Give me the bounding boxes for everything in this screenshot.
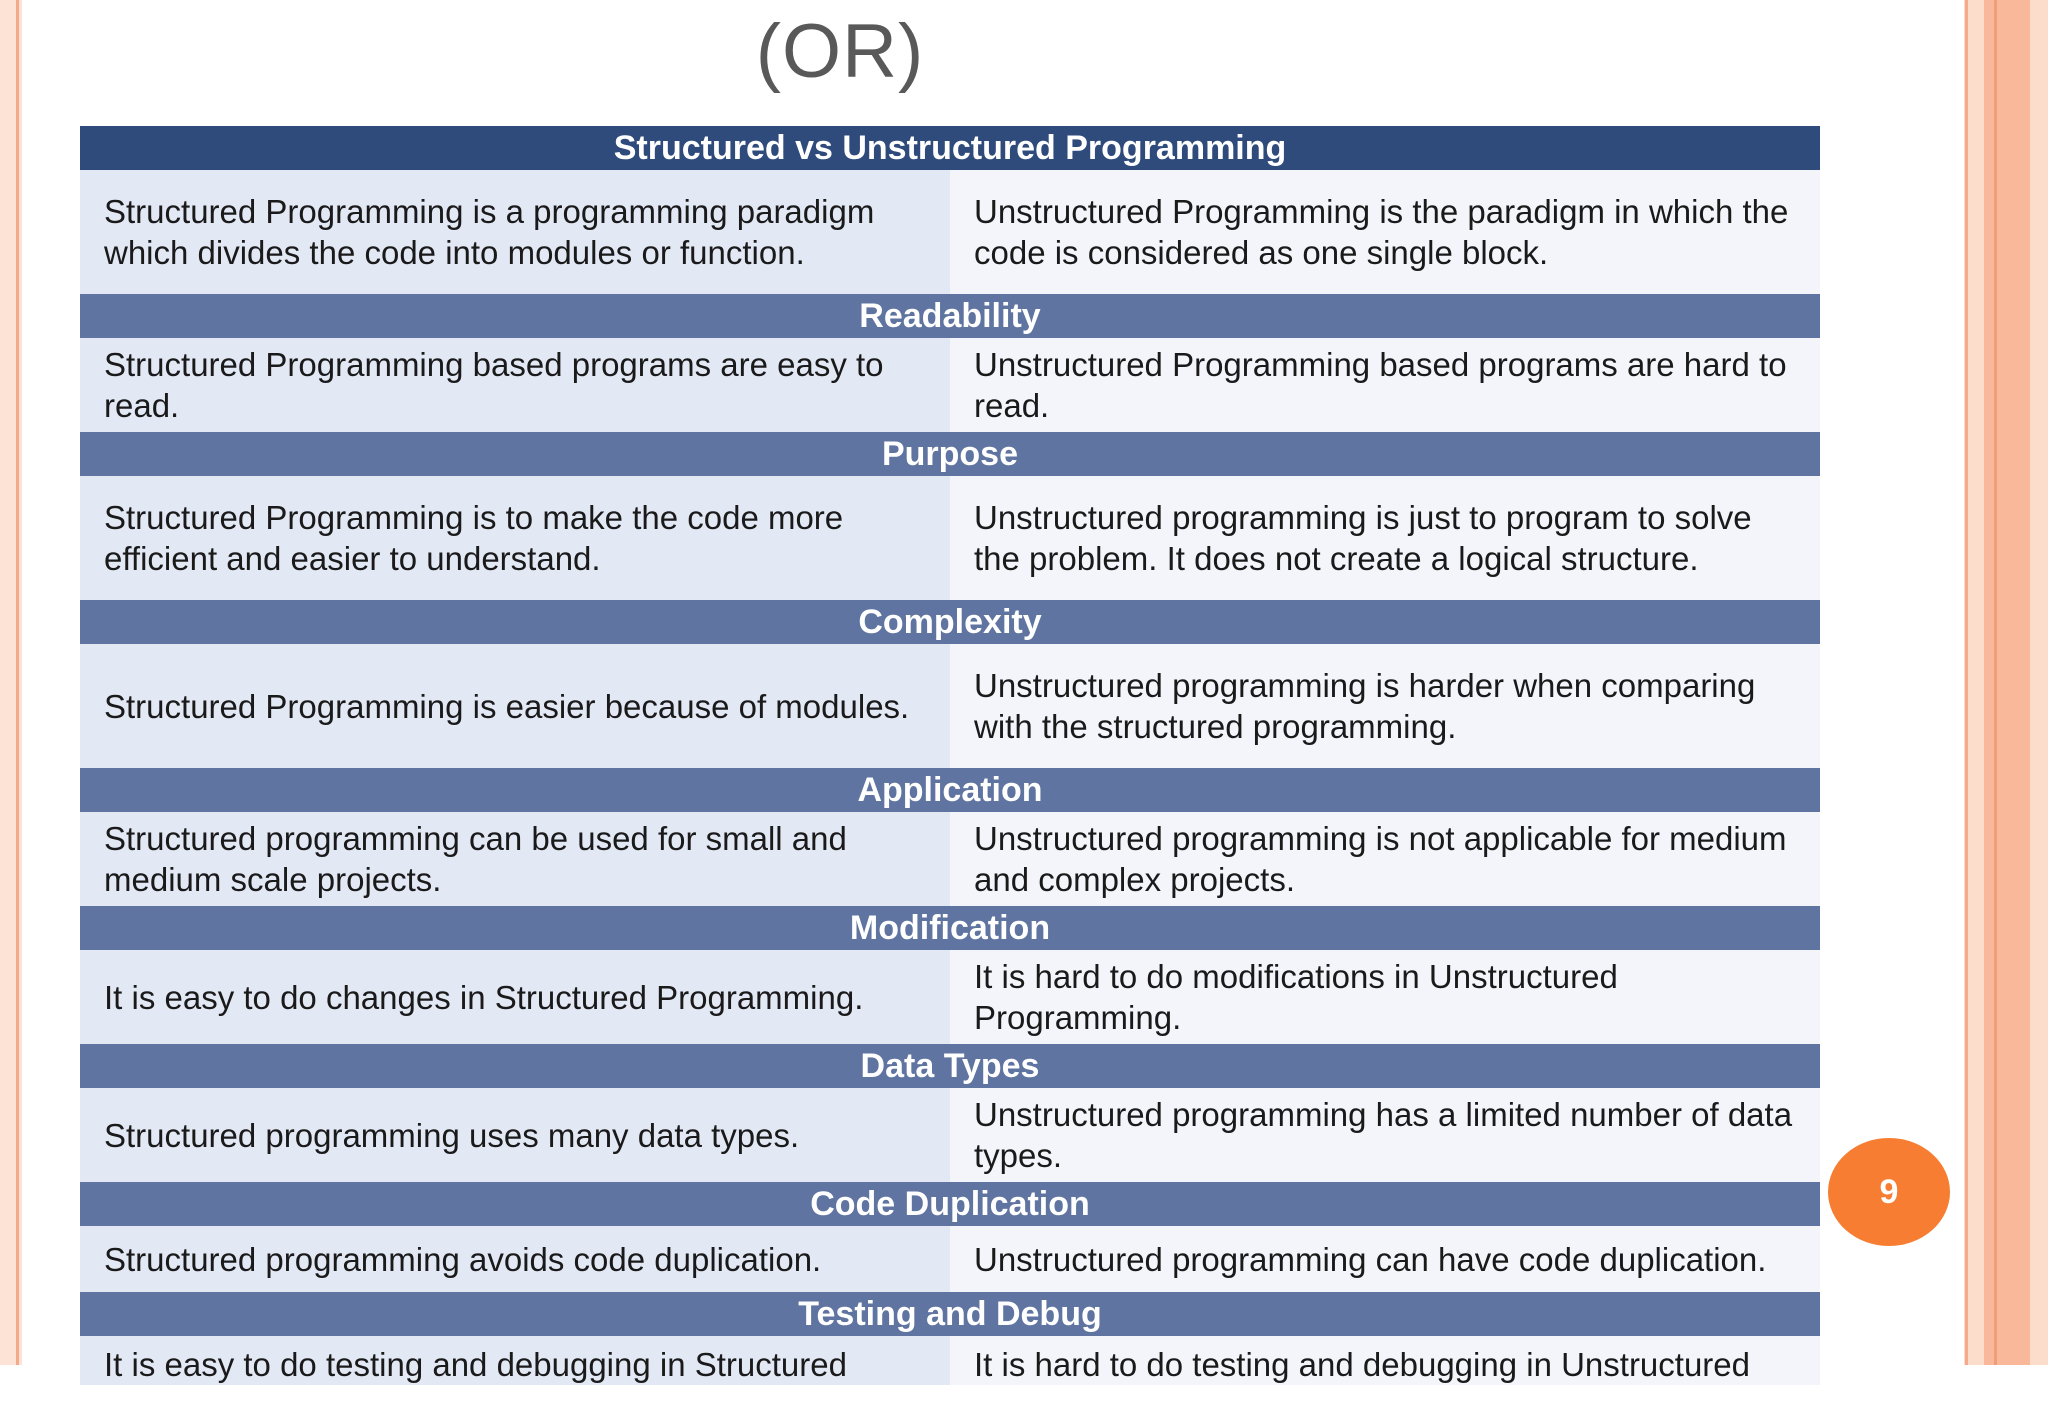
unstructured-cell: Unstructured Programming is the paradigm in which the code is considered as one single block. xyxy=(950,170,1820,294)
table-row xyxy=(80,476,1820,600)
structured-cell: Structured Programming is to make the code more efficient and easier to understand. xyxy=(80,476,950,600)
table-row xyxy=(80,338,1820,432)
table-section-overview xyxy=(80,126,1820,294)
table-row xyxy=(80,950,1820,1044)
section-header: Readability xyxy=(80,294,1820,338)
unstructured-cell: Unstructured programming is not applicable for medium and complex projects. xyxy=(950,812,1820,906)
left-border-line xyxy=(16,0,19,1365)
right-border-band xyxy=(1984,0,2030,1365)
unstructured-cell: It is hard to do modifications in Unstructured Programming. xyxy=(950,950,1820,1044)
table-title-header: Structured vs Unstructured Programming xyxy=(80,126,1820,170)
unstructured-cell: Unstructured programming can have code duplication. xyxy=(950,1226,1820,1292)
right-border-line-inner xyxy=(1994,0,1997,1365)
section-header: Testing and Debug xyxy=(80,1292,1820,1336)
structured-cell: Structured Programming based programs are easy to read. xyxy=(80,338,950,432)
left-decorative-border xyxy=(0,0,22,1365)
table-section-modification xyxy=(80,906,1820,1044)
table-section-code-duplication xyxy=(80,1182,1820,1292)
structured-cell: Structured Programming is a programming paradigm which divides the code into modules or function. xyxy=(80,170,950,294)
structured-cell: It is easy to do changes in Structured Programming. xyxy=(80,950,950,1044)
table-row xyxy=(80,1336,1820,1416)
table-section-readability xyxy=(80,294,1820,432)
section-header: Application xyxy=(80,768,1820,812)
unstructured-cell: Unstructured programming has a limited number of data types. xyxy=(950,1088,1820,1182)
structured-cell: Structured programming avoids code duplication. xyxy=(80,1226,950,1292)
table-row xyxy=(80,1088,1820,1182)
slide-title: (OR) xyxy=(755,9,925,94)
structured-cell: Structured Programming is easier because of modules. xyxy=(80,644,950,768)
table-section-testing-debug xyxy=(80,1292,1820,1416)
section-header: Purpose xyxy=(80,432,1820,476)
section-header: Modification xyxy=(80,906,1820,950)
unstructured-cell: It is hard to do testing and debugging in Unstructured xyxy=(950,1336,1820,1385)
structured-cell: It is easy to do testing and debugging in Structured xyxy=(80,1336,950,1385)
comparison-table xyxy=(80,126,1820,1416)
table-section-complexity xyxy=(80,600,1820,768)
section-header: Code Duplication xyxy=(80,1182,1820,1226)
structured-cell: Structured programming can be used for small and medium scale projects. xyxy=(80,812,950,906)
unstructured-cell: Unstructured Programming based programs are hard to read. xyxy=(950,338,1820,432)
section-header: Data Types xyxy=(80,1044,1820,1088)
table-row xyxy=(80,812,1820,906)
section-header: Complexity xyxy=(80,600,1820,644)
unstructured-cell: Unstructured programming is harder when comparing with the structured programming. xyxy=(950,644,1820,768)
table-section-application xyxy=(80,768,1820,906)
table-section-data-types xyxy=(80,1044,1820,1182)
page-number-badge: 9 xyxy=(1828,1138,1950,1246)
right-decorative-border xyxy=(1964,0,2048,1365)
structured-cell: Structured programming uses many data types. xyxy=(80,1088,950,1182)
table-section-purpose xyxy=(80,432,1820,600)
table-row xyxy=(80,644,1820,768)
right-border-line xyxy=(1965,0,1968,1365)
unstructured-cell: Unstructured programming is just to program to solve the problem. It does not create a logical structure. xyxy=(950,476,1820,600)
table-row xyxy=(80,1226,1820,1292)
table-row xyxy=(80,170,1820,294)
